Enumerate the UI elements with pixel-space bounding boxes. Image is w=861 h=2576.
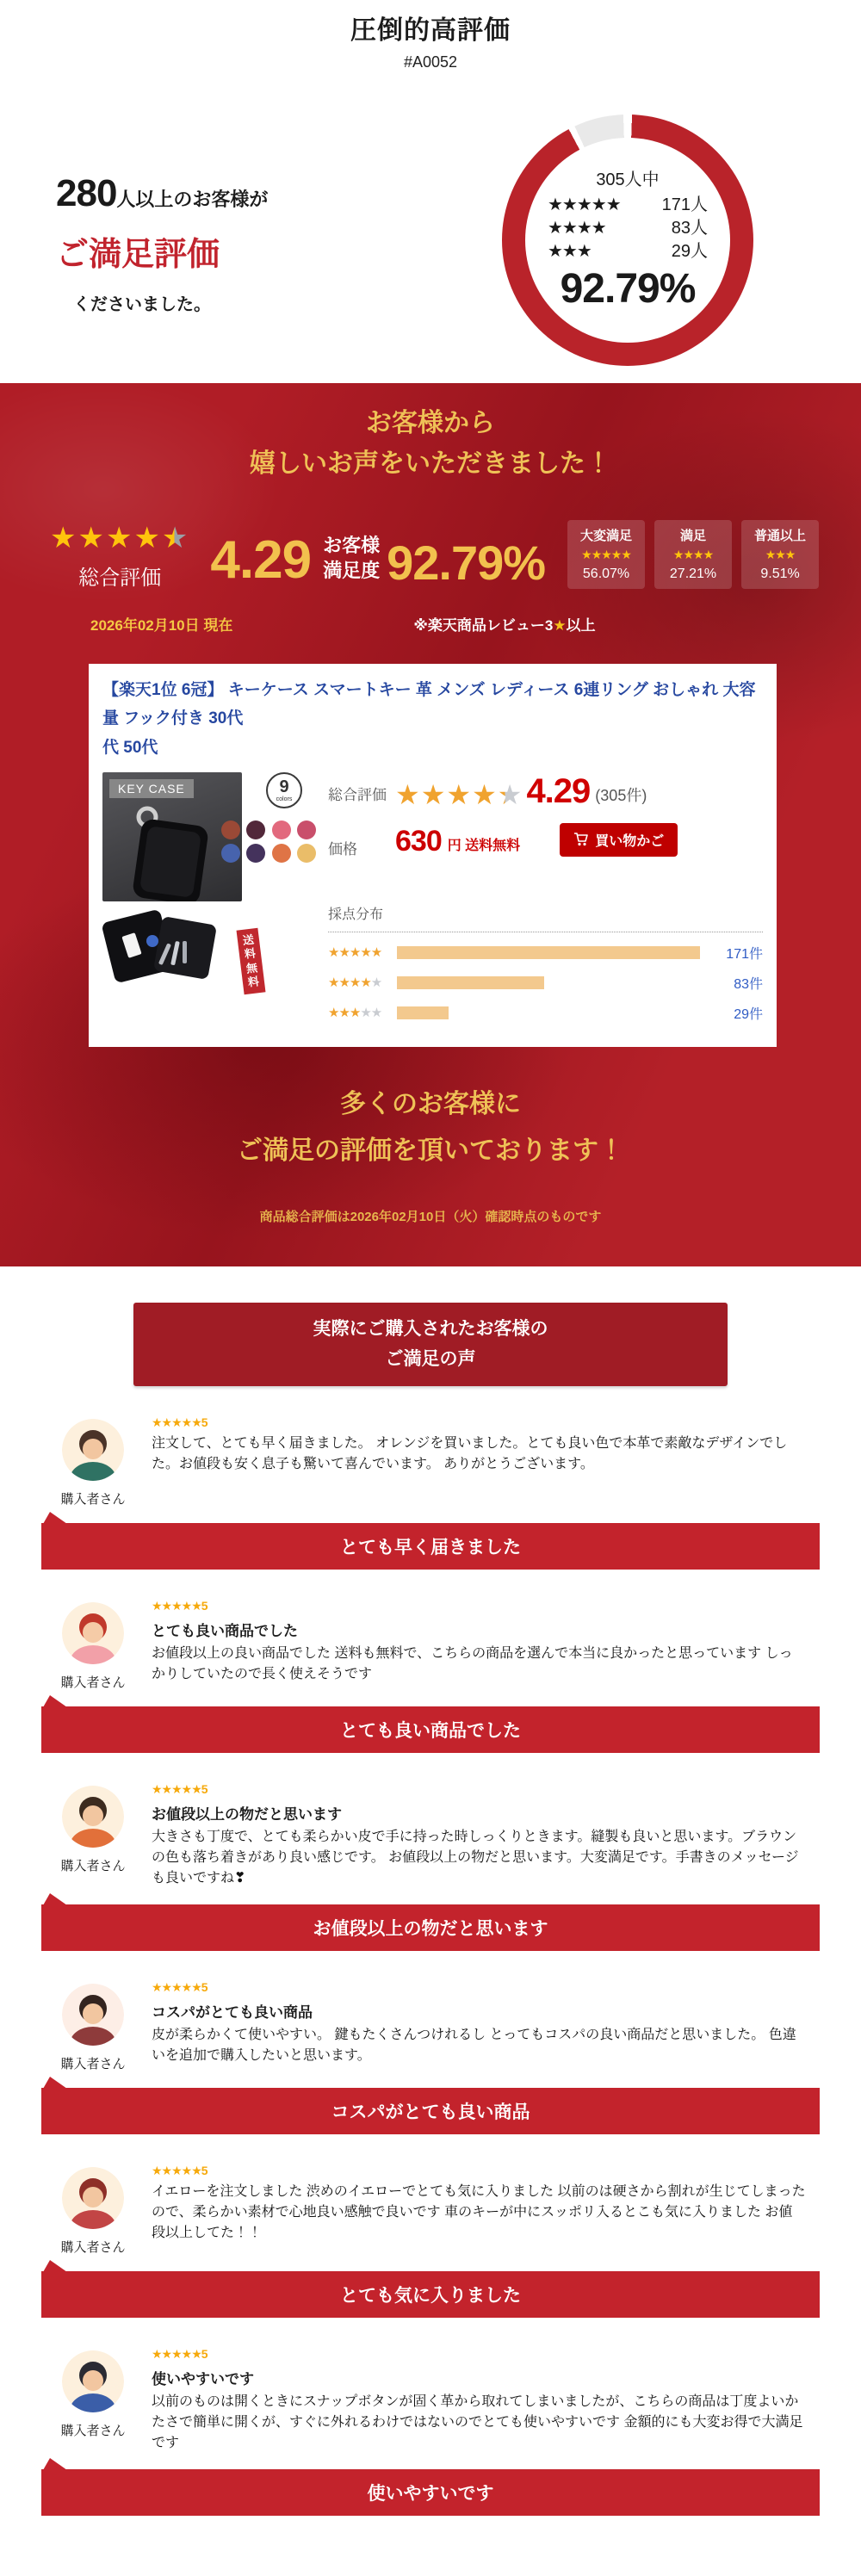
satisfaction-box-stars-icon: ★★★ [765, 548, 796, 561]
review-banner: とても気に入りました [41, 2271, 820, 2318]
intro-section [0, 0, 861, 383]
satisfaction-box-stars-icon: ★★★★ [672, 548, 714, 561]
product-rating-stars-icon: ★★★★★ [395, 778, 523, 810]
hero-rating-row [50, 520, 861, 591]
distribution-row [328, 1003, 763, 1023]
hero-satisfaction-boxes [567, 520, 819, 589]
satisfaction-box [654, 520, 732, 589]
hero-overall-rating [50, 521, 189, 591]
avatar [62, 1984, 124, 2046]
bottom-spacer [0, 2516, 861, 2576]
review-stars-icon: ★★★★★5 [152, 1782, 208, 1797]
color-swatch[interactable] [272, 844, 291, 863]
review-title: コスパがとても良い商品 [152, 2004, 313, 2022]
review-item [0, 1599, 861, 1753]
satisfaction-box-label: 満足 [680, 529, 707, 543]
review-content [133, 1782, 806, 1889]
intro-claim-line2: ご満足評価 [56, 237, 220, 273]
hero-footnote: 商品総合評価は2026年02月10日（火）確認時点のものです [259, 1209, 602, 1224]
avatar-illustration [62, 1419, 124, 1481]
color-swatch[interactable] [221, 820, 240, 839]
review-title: とても良い商品でした [152, 1623, 298, 1640]
color-swatch[interactable] [246, 844, 265, 863]
avatar-illustration [62, 2167, 124, 2229]
buyer-label: 購入者さん [60, 1859, 126, 1874]
color-swatch[interactable] [297, 844, 316, 863]
price-unit: 円 送料無料 [447, 838, 521, 853]
hero-review-note-prefix: ※楽天商品レビュー3 [413, 617, 554, 634]
satisfaction-box-percent: 27.21% [669, 567, 717, 581]
distribution-count: 83件 [734, 976, 763, 992]
donut-legend-row [548, 194, 708, 217]
hero-outro-line2: ご満足の評価を頂いております！ [237, 1136, 624, 1165]
reviews-section [0, 1266, 861, 2576]
product-code: #A0052 [403, 53, 458, 71]
donut-center [525, 138, 730, 343]
hero-satisfaction-value: 92.79% [387, 536, 546, 590]
satisfaction-box-stars-icon: ★★★★★ [581, 548, 631, 561]
donut-total-label: 305人中 [596, 170, 660, 189]
review-avatar-col [53, 1782, 133, 1889]
review-avatar-col [53, 1980, 133, 2072]
hero-heading [0, 404, 861, 484]
distribution-row [328, 973, 763, 993]
product-review-count[interactable]: (305件) [595, 786, 647, 804]
hero-overall-value: 4.29 [210, 530, 312, 590]
avatar [62, 1602, 124, 1664]
review-content [133, 2347, 806, 2454]
cart-button-label: 買い物かご [595, 833, 665, 849]
product-details [318, 772, 763, 1033]
review-stars-icon: ★★★★★5 [152, 1980, 208, 1995]
satisfaction-box [567, 520, 645, 589]
avatar [62, 1786, 124, 1848]
intro-claim-line3: くださいました。 [73, 295, 211, 314]
review-item [0, 2347, 861, 2516]
donut-legend-row [548, 217, 708, 240]
hero-satisfaction-label [323, 533, 380, 584]
hero-heading-line2: 嬉しいお声をいただきました！ [250, 449, 611, 478]
color-swatch[interactable] [221, 844, 240, 863]
product-price-row [328, 823, 763, 858]
review-body: イエローを注文しました 渋めのイエローでとても気に入りました 以前のは硬さから割れが生じてしまったので、柔らかい素材で心地良い感触で良いです 車のキーが中にスッポリ入るとこも気に入りました お値段以上してた！！ [152, 2184, 806, 2241]
review-title: お値段以上の物だと思います [152, 1806, 342, 1824]
hero-satisfaction-label-line1: お客様 [323, 534, 381, 556]
colors-count-number: 9 [279, 777, 289, 796]
product-color-options [249, 772, 318, 863]
donut-percent: 92.79% [560, 266, 696, 312]
review-main [0, 2347, 861, 2454]
review-item [0, 2164, 861, 2318]
hero-review-note-suffix: 以上 [566, 617, 596, 634]
customer-count-suffix: 人以上のお客様が [116, 189, 269, 210]
distribution-stars-icon: ★★★★★ [328, 975, 382, 991]
price-value: 630 [395, 824, 442, 858]
keycase-label: KEY CASE [109, 779, 194, 798]
distribution-label: 採点分布 [328, 907, 384, 922]
distribution-stars-icon: ★★★★★ [328, 945, 382, 961]
review-main [0, 2164, 861, 2256]
product-rating-row [328, 772, 763, 811]
donut-row-stars-icon: ★★★★★ [548, 195, 621, 214]
review-banner: とても良い商品でした [41, 1706, 820, 1753]
review-content [133, 1599, 806, 1691]
add-to-cart-button[interactable] [560, 823, 678, 857]
buyer-label: 購入者さん [60, 2424, 126, 2439]
review-item [0, 1415, 861, 1570]
buyer-label: 購入者さん [60, 2240, 126, 2256]
review-content [133, 1415, 806, 1508]
donut-row-stars-icon: ★★★ [548, 242, 592, 261]
review-stars-icon: ★★★★★5 [152, 1415, 208, 1430]
buyer-label: 購入者さん [60, 1492, 126, 1508]
product-title-line1: 【楽天1位 6冠】 キーケース スマートキー 革 メンズ レディース 6連リング おしゃれ 大容量 フック付き 30代 [102, 681, 756, 728]
review-stars-icon: ★★★★★5 [152, 2347, 208, 2362]
satisfaction-box-percent: 56.07% [582, 567, 630, 581]
review-avatar-col [53, 1599, 133, 1691]
review-body: お値段以上の良い商品でした 送料も無料で、こちらの商品を選んで本当に良かったと思っています しっかりしていたので長く使えそうです [152, 1646, 793, 1682]
avatar-illustration [62, 2350, 124, 2412]
review-main [0, 1782, 861, 1889]
cart-icon [573, 833, 589, 846]
hero-overall-label: 総合評価 [78, 567, 162, 590]
hero-section [0, 383, 861, 1266]
distribution-count: 29件 [734, 1006, 763, 1022]
avatar [62, 2350, 124, 2412]
hero-heading-line1: お客様から [366, 409, 495, 437]
page-title: 圧倒的高評価 [350, 16, 511, 45]
colors-count-badge [266, 772, 302, 808]
reviews-header-band [133, 1303, 728, 1386]
review-avatar-col [53, 2164, 133, 2256]
review-list [0, 1415, 861, 2516]
review-body: 大きさも丁度で、とても柔らかい皮で手に持った時しっくりときます。縫製も良いと思います。ブラウンの色も落ち着きがあり良い感じです。 お値段以上の物だと思います。大変満足です。手書きのメッセージも良いですね❣ [152, 1830, 799, 1886]
colors-count-caption: colors [276, 796, 293, 802]
distribution-stars-icon: ★★★★★ [328, 1006, 382, 1021]
satisfaction-box-label: 普通以上 [754, 529, 807, 543]
donut-row-count: 171人 [661, 195, 708, 214]
review-body: 以前のものは開くときにスナップボタンが固く革から取れてしまいましたが、こちらの商品は丁度よいかたさで簡単に開くが、すぐに外れるわけではないのでとても使いやすいです 金額的にも大変お得で大満足です [152, 2394, 803, 2451]
avatar-illustration [62, 1786, 124, 1848]
review-item [0, 1980, 861, 2134]
avatar [62, 2167, 124, 2229]
hero-satisfaction-label-line2: 満足度 [323, 560, 381, 582]
donut-row-count: 83人 [671, 219, 708, 238]
hero-date-note: 2026年02月10日 現在 [90, 617, 233, 634]
review-banner: コスパがとても良い商品 [41, 2088, 820, 2134]
satisfaction-box [741, 520, 819, 589]
review-banner: とても早く届きました [41, 1523, 820, 1570]
color-swatch[interactable] [297, 820, 316, 839]
hero-outro-line1: 多くのお客様に [340, 1089, 521, 1118]
review-body: 注文して、とても早く届きました。 オレンジを買いました。とても良い色で本革で素敵なデザインでした。お値段も安く息子も驚いて喜んでいます。 ありがとうございます。 [152, 1436, 788, 1472]
review-avatar-col [53, 2347, 133, 2454]
buyer-label: 購入者さん [60, 2057, 126, 2072]
product-title-line2: 代 50代 [102, 738, 158, 757]
free-shipping-line1: 送料 [242, 932, 257, 961]
satisfaction-box-label: 大変満足 [580, 529, 633, 543]
intro-claim [56, 172, 268, 315]
avatar [62, 1419, 124, 1481]
product-rating-value: 4.29 [526, 771, 591, 810]
avatar-illustration [62, 1984, 124, 2046]
review-content [133, 2164, 806, 2256]
price-label: 価格 [328, 840, 357, 858]
product-card-body [102, 772, 763, 1033]
distribution-bar [397, 976, 544, 989]
distribution-count: 171件 [726, 946, 763, 962]
review-item [0, 1782, 861, 1951]
intro-claim-line1 [56, 172, 268, 215]
buyer-label: 購入者さん [60, 1675, 126, 1691]
color-swatches [221, 820, 318, 863]
hero-rating-stars-icon: ★★★★★ [50, 522, 190, 554]
rating-distribution [328, 932, 763, 1023]
donut-row-count: 29人 [671, 242, 708, 261]
avatar-illustration [62, 1602, 124, 1664]
review-main [0, 1599, 861, 1691]
product-media [102, 772, 318, 1033]
rating-label: 総合評価 [328, 786, 387, 803]
product-photo-secondary [102, 908, 262, 989]
donut-legend-row [548, 240, 708, 263]
review-main [0, 1980, 861, 2072]
product-card [89, 664, 777, 1047]
product-title-link[interactable] [102, 676, 763, 762]
review-stars-icon: ★★★★★5 [152, 2164, 208, 2178]
review-body: 皮が柔らかくて使いやすい。 鍵もたくさんつけれるし とってもコスパの良い商品だと思いました。 色違いを追加で購入したいと思います。 [152, 2028, 796, 2064]
donut-chart [502, 115, 753, 366]
free-shipping-line2: 無料 [245, 960, 260, 989]
color-swatch[interactable] [272, 820, 291, 839]
reviews-header-line1: 実際にご購入されたお客様の [313, 1318, 548, 1339]
review-banner: お値段以上の物だと思います [41, 1904, 820, 1951]
review-content [133, 1980, 806, 2072]
customer-count: 280 [56, 172, 117, 214]
review-title: 使いやすいです [152, 2371, 254, 2388]
reviews-header-line2: ご満足の声 [385, 1349, 476, 1370]
distribution-row [328, 943, 763, 963]
review-stars-icon: ★★★★★5 [152, 1599, 208, 1613]
color-swatch[interactable] [246, 820, 265, 839]
review-main [0, 1415, 861, 1508]
distribution-bar [397, 946, 700, 959]
distribution-bar [397, 1006, 449, 1019]
review-avatar-col [53, 1415, 133, 1508]
donut-legend [548, 194, 708, 263]
review-banner: 使いやすいです [41, 2469, 820, 2516]
hero-notes [90, 613, 861, 635]
satisfaction-box-percent: 9.51% [760, 567, 800, 581]
hero-review-note [413, 613, 595, 635]
donut-row-stars-icon: ★★★★ [548, 219, 606, 238]
hero-outro [0, 1081, 861, 1174]
gold-star-icon: ★ [553, 617, 567, 634]
